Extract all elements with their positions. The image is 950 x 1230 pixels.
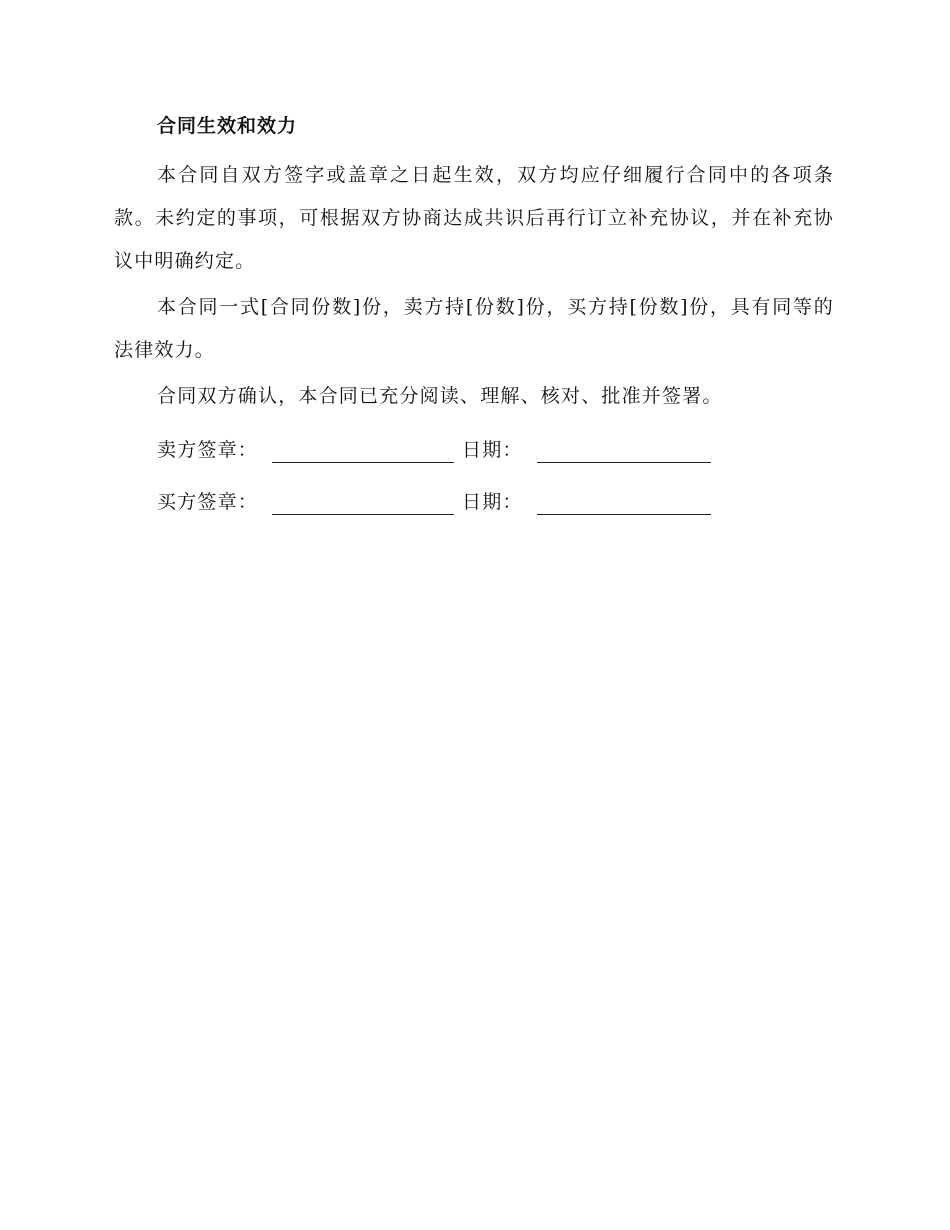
buyer-date-label: 日期： [462,491,523,513]
buyer-date-line [537,490,711,515]
document-content [114,112,834,522]
seller-signature-row [114,430,834,470]
seller-date-label: 日期： [462,439,523,461]
section-heading: 合同生效和效力 [157,115,298,137]
buyer-signature-label: 买方签章： [157,491,259,513]
buyer-signature-line [272,490,454,515]
seller-signature-line [272,438,454,463]
paragraph-confirmation: 合同双方确认，本合同已充分阅读、理解、核对、批准并签署。 [157,385,723,407]
buyer-signature-row [114,482,834,522]
paragraph-copies: 本合同一式[合同份数]份，卖方持[份数]份，买方持[份数]份，具有同等的法律效力。 [114,296,834,361]
paragraph-effectiveness: 本合同自双方签字或盖章之日起生效，双方均应仔细履行合同中的各项条款。未约定的事项，可根据双方协商达成共识后再行订立补充协议，并在补充协议中明确约定。 [114,164,834,272]
seller-date-line [537,438,711,463]
seller-signature-label: 卖方签章： [157,439,259,461]
